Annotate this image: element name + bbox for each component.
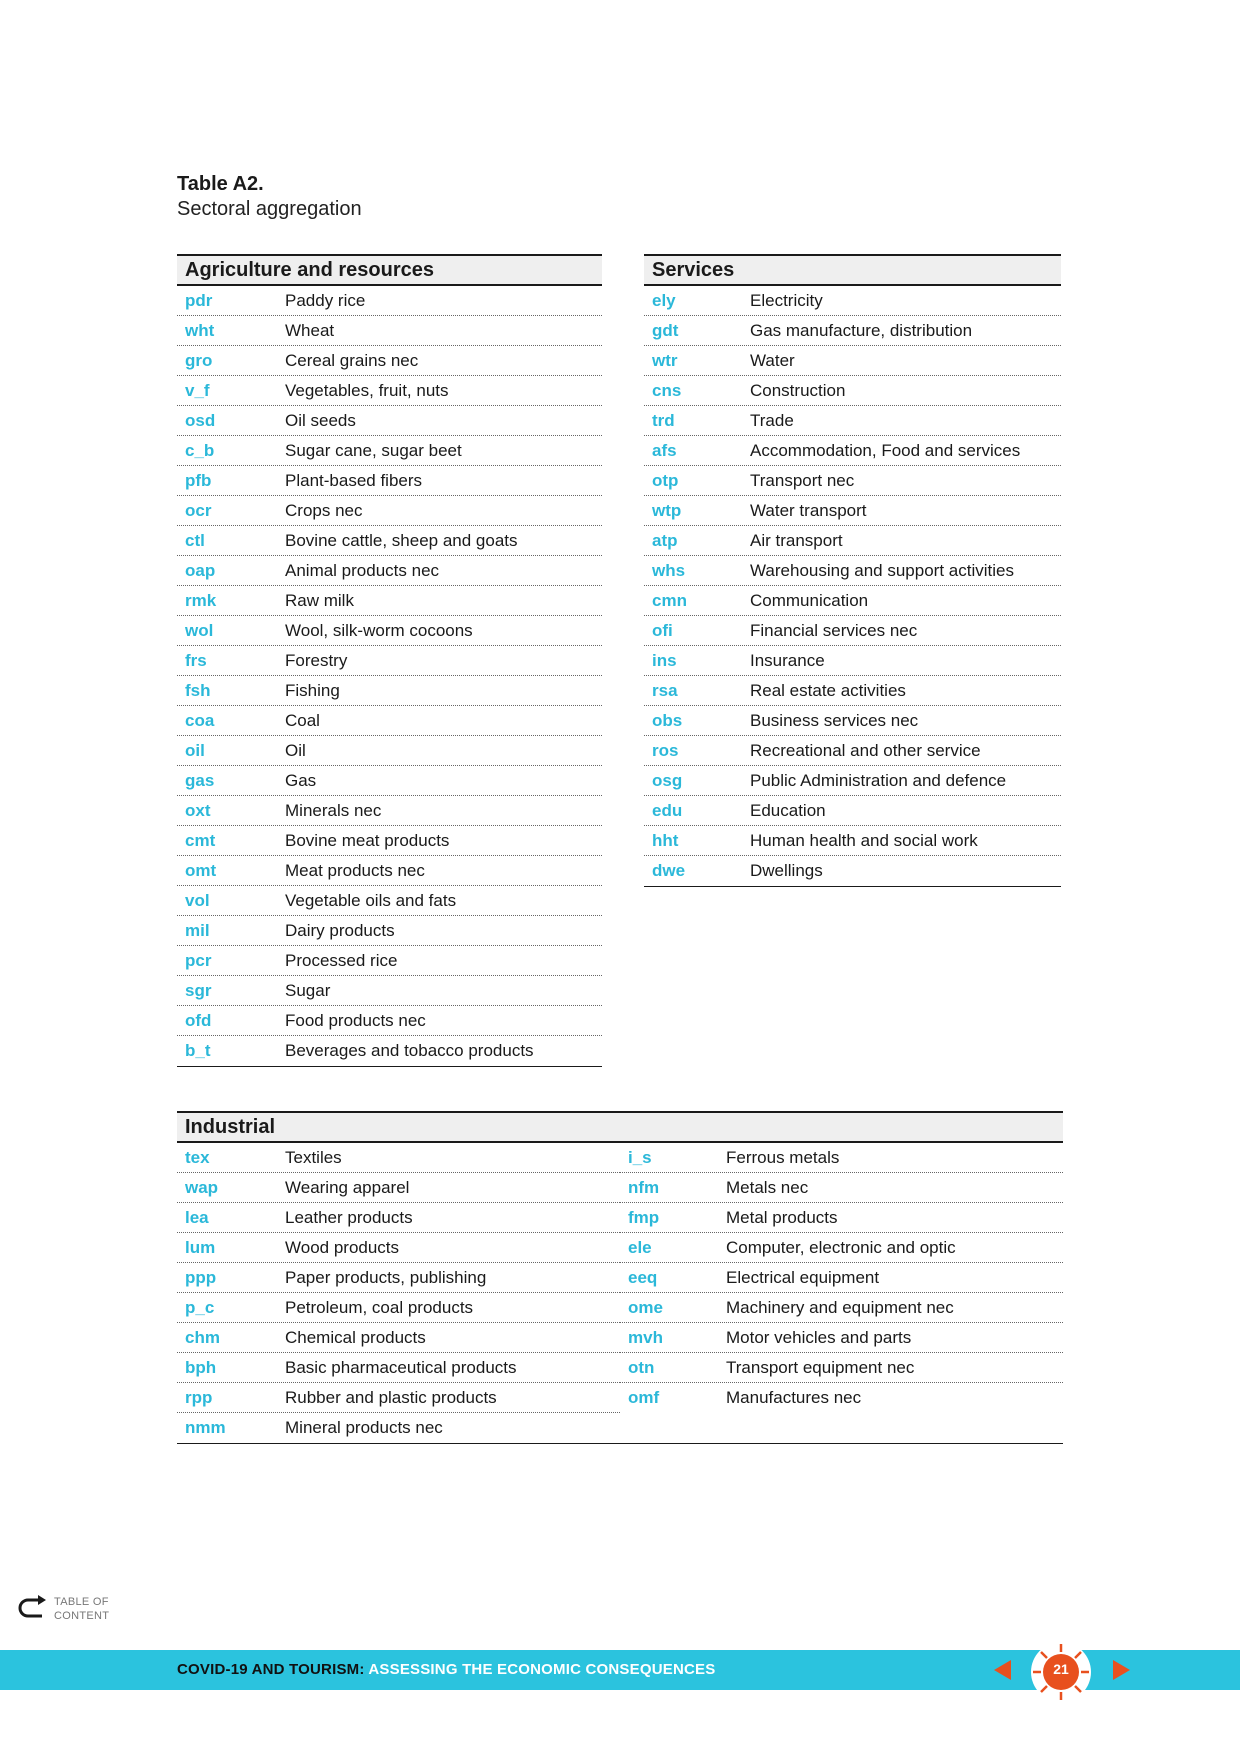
table-row <box>644 556 1061 586</box>
next-page-icon[interactable] <box>1113 1660 1130 1680</box>
agriculture-table <box>177 254 602 1067</box>
sector-code: fsh <box>185 680 211 700</box>
sector-code: coa <box>185 710 215 730</box>
footer-title-dark: COVID-19 AND TOURISM: <box>177 1661 365 1678</box>
sector-name: Paddy rice <box>285 290 366 310</box>
sector-name: Mineral products nec <box>285 1418 443 1437</box>
sector-name: Animal products nec <box>285 560 440 580</box>
sector-name: Leather products <box>285 1207 413 1227</box>
services-heading: Services <box>644 254 1061 286</box>
sector-code: wtp <box>652 500 682 520</box>
sector-code: oxt <box>185 800 211 820</box>
table-row <box>644 316 1061 346</box>
table-row <box>177 1203 620 1233</box>
sector-code: cmn <box>652 590 687 610</box>
sector-name: Dairy products <box>285 920 395 940</box>
table-row <box>644 736 1061 766</box>
table-row <box>177 1323 620 1353</box>
sector-name: Oil <box>285 740 306 760</box>
sector-name: Minerals nec <box>285 800 382 820</box>
sector-code: ins <box>652 650 677 670</box>
table-row <box>177 736 602 766</box>
table-row <box>644 466 1061 496</box>
table-row <box>177 1143 620 1173</box>
sector-name: Metal products <box>726 1207 838 1227</box>
sector-code: wht <box>185 320 215 340</box>
table-row <box>620 1263 1063 1293</box>
services-rows <box>644 286 1061 887</box>
sector-name: Cereal grains nec <box>285 350 419 370</box>
sector-code: lea <box>185 1207 209 1227</box>
sector-name: Bovine meat products <box>285 830 450 850</box>
table-row <box>644 406 1061 436</box>
sector-name: Machinery and equipment nec <box>726 1297 954 1317</box>
table-row <box>620 1383 1063 1413</box>
sector-name: Electrical equipment <box>726 1267 880 1287</box>
table-row <box>177 466 602 496</box>
sector-code: ofi <box>652 620 673 640</box>
sector-code: ocr <box>185 500 212 520</box>
table-row <box>177 1383 620 1413</box>
table-row <box>177 976 602 1006</box>
sector-code: gro <box>185 350 213 370</box>
sector-name: Wheat <box>285 320 335 340</box>
table-row <box>177 586 602 616</box>
table-row <box>177 796 602 826</box>
table-row <box>177 706 602 736</box>
sector-code: osg <box>652 770 683 790</box>
sector-name: Vegetable oils and fats <box>285 890 457 910</box>
sector-name: Recreational and other service <box>750 740 981 760</box>
sector-code: hht <box>652 830 679 850</box>
sector-code: cmt <box>185 830 216 850</box>
sector-name: Air transport <box>750 530 843 550</box>
sector-name: Chemical products <box>285 1327 426 1347</box>
industrial-left-column <box>177 1143 620 1443</box>
table-row <box>620 1353 1063 1383</box>
table-row <box>177 946 602 976</box>
sector-name: Trade <box>750 410 794 430</box>
table-row <box>177 346 602 376</box>
sector-name: Public Administration and defence <box>750 770 1007 790</box>
table-row <box>620 1293 1063 1323</box>
industrial-right-column <box>620 1143 1063 1443</box>
sector-name: Processed rice <box>285 950 398 970</box>
sector-code: tex <box>185 1147 210 1167</box>
sector-name: Sugar <box>285 980 331 1000</box>
sector-name: Manufactures nec <box>726 1388 862 1407</box>
table-row <box>177 1006 602 1036</box>
sector-name: Metals nec <box>726 1177 809 1197</box>
table-row <box>177 826 602 856</box>
sector-name: Financial services nec <box>750 620 918 640</box>
sector-name: Gas <box>285 770 317 790</box>
sector-name: Transport equipment nec <box>726 1357 915 1377</box>
table-row <box>177 1233 620 1263</box>
return-arrow-icon <box>16 1592 50 1626</box>
table-row <box>177 436 602 466</box>
table-row <box>177 886 602 916</box>
sector-code: mil <box>185 920 210 940</box>
sector-code: rmk <box>185 590 217 610</box>
sector-code: atp <box>652 530 678 550</box>
sector-name: Fishing <box>285 680 340 700</box>
previous-page-icon[interactable] <box>994 1660 1011 1680</box>
table-row <box>644 856 1061 886</box>
sector-code: whs <box>652 560 686 580</box>
footer-bar <box>0 1650 1240 1690</box>
table-row <box>177 286 602 316</box>
sector-code: ely <box>652 290 676 310</box>
footer-title <box>177 1661 715 1678</box>
table-row <box>644 796 1061 826</box>
sector-code: osd <box>185 410 216 430</box>
table-row <box>177 556 602 586</box>
industrial-rows <box>177 1143 1063 1444</box>
sector-name: Electricity <box>750 290 823 310</box>
services-table <box>644 254 1061 887</box>
sector-code: chm <box>185 1327 220 1347</box>
sector-name: Wool, silk-worm cocoons <box>285 620 473 640</box>
sector-code: i_s <box>628 1147 652 1167</box>
industrial-table <box>177 1111 1063 1444</box>
sector-code: trd <box>652 410 675 430</box>
agriculture-heading: Agriculture and resources <box>177 254 602 286</box>
sector-name: Gas manufacture, distribution <box>750 320 973 340</box>
table-row <box>620 1143 1063 1173</box>
table-row <box>177 316 602 346</box>
table-row <box>644 826 1061 856</box>
sector-code: vol <box>185 890 210 910</box>
sector-code: wol <box>185 620 214 640</box>
sector-code: ome <box>628 1297 663 1317</box>
table-row <box>644 646 1061 676</box>
sector-code: pdr <box>185 290 213 310</box>
table-row <box>644 616 1061 646</box>
sector-code: nmm <box>185 1418 226 1437</box>
sector-name: Rubber and plastic products <box>285 1387 497 1407</box>
sector-code: frs <box>185 650 207 670</box>
sector-code: pfb <box>185 470 212 490</box>
sector-name: Textiles <box>285 1147 342 1167</box>
sector-code: sgr <box>185 980 212 1000</box>
sector-name: Paper products, publishing <box>285 1267 487 1287</box>
agriculture-rows <box>177 286 602 1067</box>
sector-code: b_t <box>185 1041 211 1060</box>
table-row <box>620 1233 1063 1263</box>
sector-name: Dwellings <box>750 861 823 880</box>
table-row <box>644 376 1061 406</box>
sector-name: Accommodation, Food and services <box>750 440 1021 460</box>
table-row <box>644 676 1061 706</box>
table-row <box>177 856 602 886</box>
sector-code: oap <box>185 560 216 580</box>
table-row <box>177 1036 602 1066</box>
sector-code: obs <box>652 710 683 730</box>
sector-name: Wood products <box>285 1237 400 1257</box>
sector-code: gas <box>185 770 215 790</box>
industrial-heading: Industrial <box>177 1111 1063 1143</box>
sector-name: Warehousing and support activities <box>750 560 1014 580</box>
table-title: Table A2. <box>177 173 264 195</box>
table-row <box>644 496 1061 526</box>
table-row <box>177 406 602 436</box>
toc-label-line2: CONTENT <box>54 1610 110 1622</box>
sector-code: nfm <box>628 1177 660 1197</box>
sector-code: mvh <box>628 1327 663 1347</box>
sector-name: Meat products nec <box>285 860 425 880</box>
table-row <box>177 496 602 526</box>
sector-code: lum <box>185 1237 216 1257</box>
table-row <box>644 526 1061 556</box>
sector-name: Bovine cattle, sheep and goats <box>285 530 518 550</box>
toc-label-line1: TABLE OF <box>54 1596 109 1608</box>
sector-code: otn <box>628 1357 655 1377</box>
sector-code: omf <box>628 1388 660 1407</box>
sector-code: oil <box>185 740 205 760</box>
sector-code: dwe <box>652 861 686 880</box>
footer-title-light: ASSESSING THE ECONOMIC CONSEQUENCES <box>364 1661 716 1678</box>
table-row <box>177 646 602 676</box>
table-row <box>644 766 1061 796</box>
table-row <box>644 586 1061 616</box>
sector-name: Petroleum, coal products <box>285 1297 474 1317</box>
table-row <box>644 706 1061 736</box>
table-row <box>620 1173 1063 1203</box>
sector-name: Food products nec <box>285 1010 426 1030</box>
sector-name: Raw milk <box>285 590 354 610</box>
table-row <box>177 1173 620 1203</box>
table-row <box>177 766 602 796</box>
sector-code: rpp <box>185 1387 213 1407</box>
table-row <box>620 1323 1063 1353</box>
table-row <box>620 1203 1063 1233</box>
sector-name: Beverages and tobacco products <box>285 1041 534 1060</box>
sector-code: ofd <box>185 1010 212 1030</box>
sector-name: Insurance <box>750 650 825 670</box>
sector-code: wap <box>185 1177 219 1197</box>
table-row <box>177 916 602 946</box>
sector-name: Water transport <box>750 500 867 520</box>
sector-code: cns <box>652 380 682 400</box>
table-row <box>177 376 602 406</box>
sector-name: Human health and social work <box>750 830 978 850</box>
table-row <box>177 1413 620 1443</box>
sector-name: Crops nec <box>285 500 363 520</box>
sector-code: ros <box>652 740 679 760</box>
sector-code: ppp <box>185 1267 217 1287</box>
sector-name: Construction <box>750 380 846 400</box>
table-row <box>177 616 602 646</box>
sector-name: Basic pharmaceutical products <box>285 1357 517 1377</box>
sector-code: v_f <box>185 380 210 400</box>
sector-code: edu <box>652 800 683 820</box>
sector-name: Real estate activities <box>750 680 906 700</box>
sector-name: Computer, electronic and optic <box>726 1237 956 1257</box>
toc-label <box>54 1595 109 1623</box>
sector-name: Business services nec <box>750 710 919 730</box>
table-of-content-link[interactable] <box>16 1592 109 1626</box>
sector-name: Motor vehicles and parts <box>726 1327 912 1347</box>
sector-code: omt <box>185 860 217 880</box>
sector-name: Communication <box>750 590 869 610</box>
table-row <box>177 526 602 556</box>
sector-name: Water <box>750 350 795 370</box>
sector-name: Wearing apparel <box>285 1177 410 1197</box>
sector-code: afs <box>652 440 677 460</box>
sector-code: gdt <box>652 320 679 340</box>
sector-name: Coal <box>285 710 320 730</box>
page-number: 21 <box>1053 1661 1069 1677</box>
table-row <box>177 676 602 706</box>
sector-code: bph <box>185 1357 217 1377</box>
sector-code: eeq <box>628 1267 658 1287</box>
title-block <box>177 172 362 222</box>
sector-code: c_b <box>185 440 215 460</box>
sector-code: p_c <box>185 1297 215 1317</box>
table-row <box>177 1353 620 1383</box>
table-row <box>644 346 1061 376</box>
sector-name: Sugar cane, sugar beet <box>285 440 462 460</box>
sector-name: Plant-based fibers <box>285 470 423 490</box>
sector-name: Ferrous metals <box>726 1147 840 1167</box>
table-row <box>644 286 1061 316</box>
table-subtitle: Sectoral aggregation <box>177 198 362 220</box>
table-row <box>177 1263 620 1293</box>
sector-name: Education <box>750 800 826 820</box>
sector-code: ctl <box>185 530 205 550</box>
sector-code: wtr <box>652 350 678 370</box>
sector-code: ele <box>628 1237 652 1257</box>
sector-name: Vegetables, fruit, nuts <box>285 380 449 400</box>
sector-code: rsa <box>652 680 678 700</box>
sector-code: pcr <box>185 950 212 970</box>
sector-code: fmp <box>628 1207 660 1227</box>
sector-code: otp <box>652 470 679 490</box>
table-row <box>644 436 1061 466</box>
table-row <box>177 1293 620 1323</box>
sector-name: Forestry <box>285 650 348 670</box>
sector-name: Oil seeds <box>285 410 356 430</box>
sector-name: Transport nec <box>750 470 855 490</box>
